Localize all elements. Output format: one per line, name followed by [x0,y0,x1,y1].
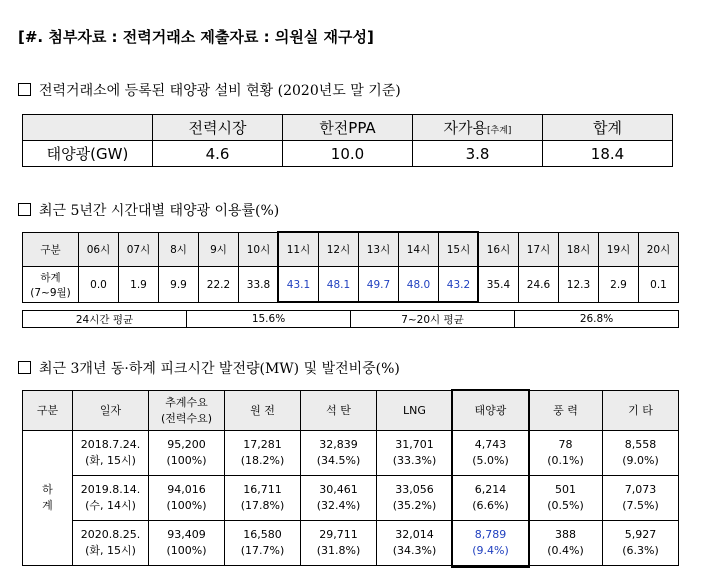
date-cell [73,431,149,476]
value-cell [225,431,301,476]
row-label [23,267,79,303]
share-value: (18.2%) [240,454,285,467]
mw-value: 17,281 [243,438,282,451]
hour-header: 17시 [519,233,559,267]
avg-day-label: 7~20시 평균 [351,311,515,328]
group-label-line2: 계 [42,499,53,512]
header-ppa: 한전PPA [283,115,413,141]
day-text: (수, 14시) [85,499,136,512]
checkbox-square-icon [18,83,31,96]
value-cell: 0.1 [639,267,679,303]
date-text: 2020.8.25. [80,528,141,541]
share-value: (0.1%) [547,454,584,467]
mw-value: 16,711 [243,483,282,496]
value-cell [529,521,603,566]
mw-value: 5,927 [624,528,657,541]
header-self-note: [추계] [487,126,512,136]
value-cell [149,431,225,476]
value-cell [301,431,377,476]
share-value: (0.4%) [547,544,584,557]
share-value: (5.0%) [472,454,509,467]
header-demand-line2: (전력수요) [160,411,213,425]
checkbox-square-icon [18,203,31,216]
mw-value: 8,558 [624,438,657,451]
header-total: 합계 [543,115,673,141]
mw-value: 501 [555,483,576,496]
hour-header: 18시 [559,233,599,267]
value-cell [603,521,679,566]
header-solar: 태양광 [453,391,529,431]
value-cell [603,476,679,521]
value-cell [377,431,453,476]
hour-header: 13시 [359,233,399,267]
header-market: 전력시장 [153,115,283,141]
date-text: 2019.8.14. [80,483,141,496]
avg-24-label: 24시간 평균 [23,311,187,328]
utilization-table [22,232,679,303]
share-value: (35.2%) [392,499,437,512]
value-cell: 18.4 [543,141,673,167]
value-cell-highlight: 43.2 [439,267,479,303]
share-value: (100%) [166,499,207,512]
value-cell: 2.9 [599,267,639,303]
value-cell-highlight: 43.1 [279,267,319,303]
value-cell: 10.0 [283,141,413,167]
mw-value: 16,580 [243,528,282,541]
hour-header: 19시 [599,233,639,267]
utilization-average-table [22,310,679,328]
hour-header: 14시 [399,233,439,267]
hour-header: 15시 [439,233,479,267]
group-label [23,431,73,566]
row-label-line1: 하계 [40,271,61,284]
value-cell [453,476,529,521]
header-wind: 풍 력 [529,391,603,431]
share-value: (100%) [166,544,207,557]
mw-value: 93,409 [167,528,206,541]
mw-value: 33,056 [395,483,434,496]
mw-value: 31,701 [395,438,434,451]
peak-generation-table [22,390,679,566]
section1-heading [18,80,401,100]
hour-header: 07시 [119,233,159,267]
hour-header: 16시 [479,233,519,267]
share-value: (6.3%) [622,544,659,557]
value-cell: 12.3 [559,267,599,303]
header-demand-line1: 추계수요 [165,395,208,409]
hour-header: 10시 [239,233,279,267]
value-cell [225,521,301,566]
share-value: (17.7%) [240,544,285,557]
share-value: (17.8%) [240,499,285,512]
label-header: 구분 [23,233,79,267]
header-self [413,115,543,141]
mw-value: 95,200 [167,438,206,451]
value-cell: 9.9 [159,267,199,303]
value-cell: 4.6 [153,141,283,167]
mw-value: 7,073 [624,483,657,496]
value-cell-highlight: 48.0 [399,267,439,303]
value-cell-highlight [453,521,529,566]
section2-heading-text: 최근 5년간 시간대별 태양광 이용률(%) [39,203,280,219]
share-value: (34.5%) [316,454,361,467]
value-cell [529,476,603,521]
value-cell [453,431,529,476]
share-value: (32.4%) [316,499,361,512]
share-value: (7.5%) [622,499,659,512]
value-cell [225,476,301,521]
header-coal: 석 탄 [301,391,377,431]
value-cell: 0.0 [79,267,119,303]
section3-heading [18,358,400,378]
section1-heading-text: 전력거래소에 등록된 태양광 설비 현황 (2020년도 말 기준) [39,83,401,99]
mw-value: 6,214 [474,483,507,496]
share-value: (9.4%) [472,544,509,557]
mw-value: 32,839 [319,438,358,451]
share-value: (100%) [166,454,207,467]
value-cell: 22.2 [199,267,239,303]
share-value: (33.3%) [392,454,437,467]
date-cell [73,476,149,521]
share-value: (9.0%) [622,454,659,467]
value-cell [301,521,377,566]
row-label: 태양광(GW) [23,141,153,167]
share-value: (31.8%) [316,544,361,557]
header-self-label: 자가용 [443,119,488,137]
value-cell-highlight: 48.1 [319,267,359,303]
mw-value: 78 [558,438,573,451]
mw-value: 29,711 [319,528,358,541]
mw-value: 388 [555,528,576,541]
date-cell [73,521,149,566]
hour-header: 9시 [199,233,239,267]
header-date: 일자 [73,391,149,431]
value-cell [149,476,225,521]
header-lng: LNG [377,391,453,431]
value-cell [377,476,453,521]
checkbox-square-icon [18,361,31,374]
value-cell [377,521,453,566]
date-text: 2018.7.24. [80,438,141,451]
mw-value: 32,014 [395,528,434,541]
value-cell-highlight: 49.7 [359,267,399,303]
value-cell [529,431,603,476]
corner-cell [23,115,153,141]
header-nuclear: 원 전 [225,391,301,431]
hour-header: 12시 [319,233,359,267]
solar-capacity-table [22,114,673,167]
value-cell [149,521,225,566]
day-text: (화, 15시) [85,454,136,467]
value-cell: 35.4 [479,267,519,303]
group-label-line1: 하 [42,483,53,496]
day-text: (화, 15시) [85,544,136,557]
value-cell [603,431,679,476]
header-category: 구분 [23,391,73,431]
share-value: (34.3%) [392,544,437,557]
document-title: [#. 첨부자료 : 전력거래소 제출자료 : 의원실 재구성] [18,28,374,46]
avg-24-value: 15.6% [187,311,351,328]
header-demand [149,391,225,431]
value-cell [301,476,377,521]
value-cell: 33.8 [239,267,279,303]
value-cell: 24.6 [519,267,559,303]
share-value: (0.5%) [547,499,584,512]
value-cell: 3.8 [413,141,543,167]
row-label-line2: (7~9월) [30,286,71,299]
section2-heading [18,200,279,220]
hour-header: 8시 [159,233,199,267]
header-other: 기 타 [603,391,679,431]
hour-header: 20시 [639,233,679,267]
mw-value: 30,461 [319,483,358,496]
mw-value: 8,789 [474,528,507,541]
hour-header: 06시 [79,233,119,267]
mw-value: 94,016 [167,483,206,496]
share-value: (6.6%) [472,499,509,512]
value-cell: 1.9 [119,267,159,303]
hour-header: 11시 [279,233,319,267]
avg-day-value: 26.8% [515,311,679,328]
mw-value: 4,743 [474,438,507,451]
section3-heading-text: 최근 3개년 동·하계 피크시간 발전량(MW) 및 발전비중(%) [39,361,400,377]
